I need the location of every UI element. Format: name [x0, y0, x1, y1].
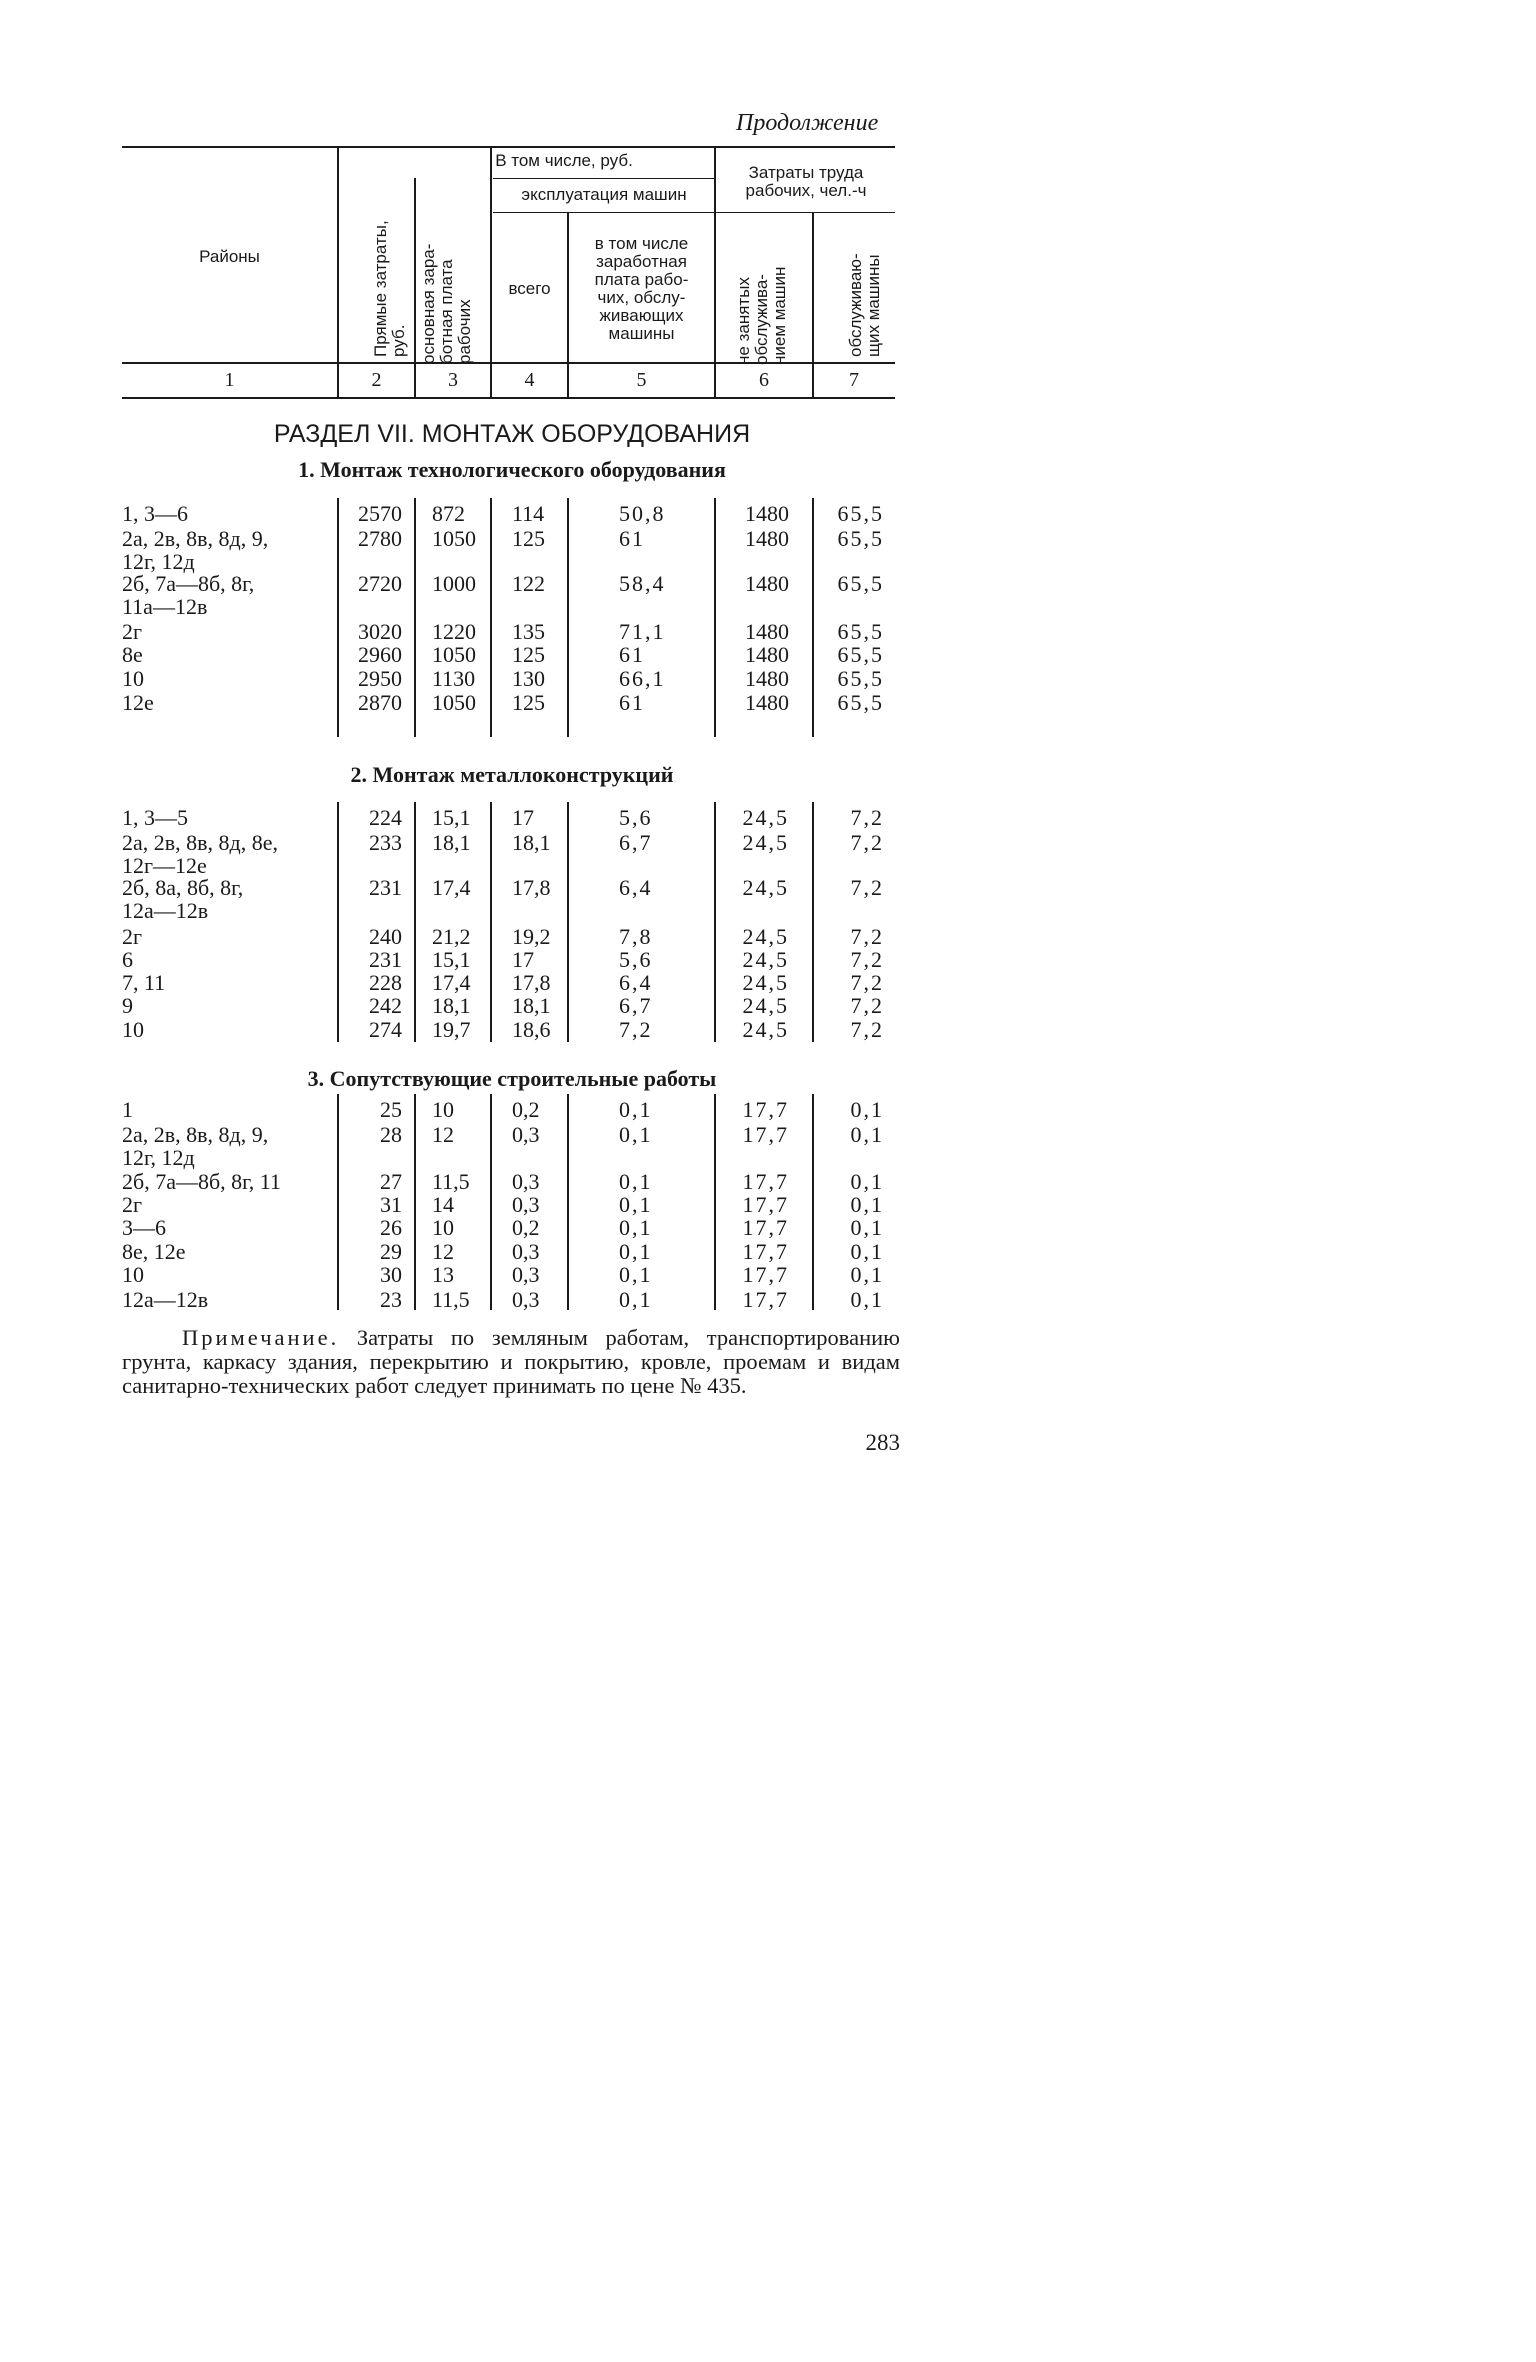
col-number-6: 6: [759, 369, 769, 391]
body-vline-s2-2: [414, 802, 416, 1042]
header-labor-costs: Затраты труда рабочих, чел.-ч: [745, 163, 867, 200]
table-cell-c2: 2720: [358, 571, 402, 596]
table-cell-c6: 24,5: [742, 830, 789, 855]
table-cell-c6: 1480: [745, 690, 789, 715]
col-number-3: 3: [448, 369, 458, 391]
table-row-region: 1, 3—6: [122, 501, 188, 526]
table-cell-c4: 18,6: [512, 1017, 551, 1042]
header-vline-1: [337, 146, 339, 397]
table-cell-c7: 0,1: [850, 1287, 884, 1312]
table-cell-c4: 0,3: [512, 1169, 540, 1194]
table-cell-c7: 65,5: [837, 690, 884, 715]
table-cell-c4: 18,1: [512, 993, 551, 1018]
table-cell-c7: 0,1: [850, 1262, 884, 1287]
header-base-wage: основная зара- ботная плата рабочих: [419, 243, 474, 364]
table-cell-c3: 17,4: [432, 970, 471, 995]
table-cell-c7: 7,2: [850, 924, 884, 949]
table-row-region: 2а, 2в, 8в, 8д, 9, 12г, 12д: [122, 526, 269, 574]
note-label: Примечание.: [182, 1325, 340, 1350]
table-cell-c3: 1000: [432, 571, 476, 596]
table-cell-c3: 15,1: [432, 947, 471, 972]
table-cell-c2: 26: [380, 1215, 402, 1240]
note-text: Затраты по земляным работам, транспортированию грунта, каркасу здания, перекрытию и покрытию, кровле, проемам и видам санитарно-технических работ следует принимать по цене № 435.: [122, 1325, 900, 1398]
table-row-region: 9: [122, 993, 133, 1018]
subsection-3-title: 3. Сопутствующие строительные работы: [307, 1066, 717, 1091]
table-cell-c7: 7,2: [850, 875, 884, 900]
table-cell-c4: 122: [512, 571, 545, 596]
table-cell-c5: 0,1: [619, 1262, 653, 1287]
table-cell-c2: 224: [369, 805, 402, 830]
header-sub-rule-exploitation: [493, 178, 715, 179]
table-cell-c7: 0,1: [850, 1169, 884, 1194]
table-cell-c4: 114: [512, 501, 545, 526]
table-cell-c2: 231: [369, 875, 402, 900]
header-not-machine: не занятых обслужива- нием машин: [734, 266, 789, 365]
table-cell-c5: 7,2: [619, 1017, 653, 1042]
table-cell-c7: 65,5: [837, 501, 884, 526]
continuation-label: Продолжение: [736, 110, 879, 136]
table-cell-c7: 65,5: [837, 526, 884, 551]
table-row-region: 10: [122, 1017, 144, 1042]
table-row-region: 2г: [122, 619, 143, 644]
col-number-1: 1: [224, 369, 235, 391]
table-cell-c2: 2570: [358, 501, 402, 526]
table-cell-c5: 0,1: [619, 1287, 653, 1312]
table-cell-c3: 21,2: [432, 924, 471, 949]
table-cell-c4: 125: [512, 690, 545, 715]
table-cell-c7: 7,2: [850, 805, 884, 830]
table-cell-c3: 14: [432, 1192, 454, 1217]
table-cell-c6: 1480: [745, 571, 789, 596]
header-total: всего: [508, 279, 551, 298]
table-cell-c4: 0,3: [512, 1287, 540, 1312]
table-cell-c2: 3020: [358, 619, 402, 644]
subsection-2-title: 2. Монтаж металлоконструкций: [350, 762, 674, 787]
header-machine-serving: обслуживаю- щих машины: [846, 253, 883, 357]
table-cell-c2: 231: [369, 947, 402, 972]
table-row-region: 6: [122, 947, 133, 972]
table-cell-c6: 1480: [745, 501, 789, 526]
table-cell-c4: 0,3: [512, 1122, 540, 1147]
body-vline-s3-2: [414, 1094, 416, 1310]
table-cell-c6: 1480: [745, 642, 789, 667]
table-row-region: 2г: [122, 924, 143, 949]
table-cell-c3: 1050: [432, 690, 476, 715]
table-cell-c4: 135: [512, 619, 545, 644]
table-cell-c5: 6,4: [619, 875, 653, 900]
table-cell-c4: 17,8: [512, 875, 551, 900]
table-cell-c5: 0,1: [619, 1169, 653, 1194]
table-row-region: 1, 3—5: [122, 805, 188, 830]
table-cell-c3: 11,5: [432, 1287, 470, 1312]
table-cell-c7: 7,2: [850, 1017, 884, 1042]
table-row-region: 2б, 8а, 8б, 8г, 12а—12в: [122, 875, 244, 923]
table-cell-c6: 17,7: [742, 1097, 789, 1122]
table-cell-c6: 17,7: [742, 1169, 789, 1194]
table-cell-c5: 7,8: [619, 924, 653, 949]
table-cell-c4: 0,2: [512, 1097, 540, 1122]
table-cell-c5: 66,1: [619, 666, 666, 691]
table-cell-c4: 19,2: [512, 924, 551, 949]
table-cell-c7: 0,1: [850, 1097, 884, 1122]
subsection-1-title: 1. Монтаж технологического оборудования: [298, 457, 726, 482]
table-cell-c2: 25: [380, 1097, 402, 1122]
header-incl-wage-machine: в том числе заработная плата рабо- чих, обслу- живающих машины: [594, 234, 689, 343]
table-cell-c5: 0,1: [619, 1097, 653, 1122]
table-cell-c5: 61: [619, 642, 645, 667]
table-cell-c7: 65,5: [837, 666, 884, 691]
col-number-2: 2: [371, 369, 382, 391]
table-cell-c4: 125: [512, 526, 545, 551]
table-cell-c7: 65,5: [837, 571, 884, 596]
table-cell-c4: 130: [512, 666, 545, 691]
table-cell-c2: 274: [369, 1017, 402, 1042]
table-cell-c2: 228: [369, 970, 402, 995]
table-cell-c3: 1050: [432, 526, 476, 551]
table-cell-c2: 2960: [358, 642, 402, 667]
table-cell-c3: 13: [432, 1262, 454, 1287]
table-cell-c4: 0,3: [512, 1192, 540, 1217]
table-cell-c5: 0,1: [619, 1122, 653, 1147]
header-sub-rule-labor: [715, 212, 895, 213]
table-cell-c5: 61: [619, 526, 645, 551]
table-cell-c5: 5,6: [619, 805, 653, 830]
table-cell-c6: 24,5: [742, 947, 789, 972]
table-cell-c6: 1480: [745, 526, 789, 551]
header-vline-3: [490, 146, 492, 397]
table-cell-c4: 17,8: [512, 970, 551, 995]
table-cell-c4: 17: [512, 947, 534, 972]
table-cell-c3: 17,4: [432, 875, 471, 900]
table-cell-c3: 11,5: [432, 1169, 470, 1194]
col-number-7: 7: [849, 369, 859, 391]
table-row-region: 10: [122, 1262, 144, 1287]
table-cell-c3: 12: [432, 1122, 454, 1147]
table-cell-c4: 18,1: [512, 830, 551, 855]
table-cell-c5: 58,4: [619, 571, 666, 596]
table-cell-c6: 17,7: [742, 1215, 789, 1240]
table-cell-c2: 240: [369, 924, 402, 949]
table-row-region: 2б, 7а—8б, 8г, 11а—12в: [122, 571, 255, 619]
table-cell-c6: 1480: [745, 666, 789, 691]
table-cell-c7: 7,2: [850, 830, 884, 855]
table-row-region: 8е, 12е: [122, 1239, 186, 1264]
header-top-rule: [122, 146, 895, 148]
table-cell-c2: 2870: [358, 690, 402, 715]
header-direct-costs: Прямые затраты, руб.: [371, 220, 408, 357]
table-cell-c6: 17,7: [742, 1192, 789, 1217]
table-cell-c6: 17,7: [742, 1239, 789, 1264]
table-cell-c6: 24,5: [742, 970, 789, 995]
table-cell-c7: 7,2: [850, 993, 884, 1018]
table-cell-c2: 2950: [358, 666, 402, 691]
table-row-region: 1: [122, 1097, 133, 1122]
header-machine-operation: эксплуатация машин: [521, 185, 687, 204]
table-cell-c6: 24,5: [742, 924, 789, 949]
table-row-region: 10: [122, 666, 144, 691]
table-row-region: 8е: [122, 642, 143, 667]
table-row-region: 3—6: [122, 1215, 166, 1240]
column-numbers-rule: [122, 397, 895, 399]
table-row-region: 2а, 2в, 8в, 8д, 8е, 12г—12е: [122, 830, 278, 878]
table-cell-c4: 125: [512, 642, 545, 667]
table-cell-c3: 1220: [432, 619, 476, 644]
table-row-region: 12а—12в: [122, 1287, 209, 1312]
table-cell-c7: 0,1: [850, 1215, 884, 1240]
table-cell-c4: 17: [512, 805, 534, 830]
note-paragraph: [122, 1326, 900, 1398]
table-cell-c7: 65,5: [837, 642, 884, 667]
table-row-region: 7, 11: [122, 970, 166, 995]
table-cell-c5: 61: [619, 690, 645, 715]
page-number: 283: [865, 1430, 900, 1455]
header-vline-2: [414, 178, 416, 397]
table-cell-c7: 7,2: [850, 947, 884, 972]
table-cell-c4: 0,3: [512, 1239, 540, 1264]
table-cell-c5: 0,1: [619, 1215, 653, 1240]
table-row-region: 2б, 7а—8б, 8г, 11: [122, 1169, 281, 1194]
table-cell-c2: 30: [380, 1262, 402, 1287]
table-cell-c6: 17,7: [742, 1122, 789, 1147]
table-cell-c6: 17,7: [742, 1287, 789, 1312]
table-cell-c5: 6,4: [619, 970, 653, 995]
col-number-5: 5: [636, 369, 647, 391]
table-cell-c3: 18,1: [432, 993, 471, 1018]
table-cell-c2: 29: [380, 1239, 402, 1264]
table-cell-c7: 0,1: [850, 1192, 884, 1217]
table-cell-c2: 242: [369, 993, 402, 1018]
header-sub-rule-exploitation-bottom: [493, 212, 715, 213]
table-cell-c3: 10: [432, 1097, 454, 1122]
table-cell-c2: 31: [380, 1192, 402, 1217]
table-cell-c7: 0,1: [850, 1239, 884, 1264]
table-cell-c6: 24,5: [742, 993, 789, 1018]
col-number-4: 4: [524, 369, 535, 391]
table-cell-c6: 17,7: [742, 1262, 789, 1287]
body-vline-s1-2: [414, 498, 416, 737]
table-cell-c2: 2780: [358, 526, 402, 551]
table-cell-c5: 0,1: [619, 1192, 653, 1217]
header-regions: Районы: [199, 247, 260, 266]
table-cell-c5: 50,8: [619, 501, 666, 526]
table-cell-c5: 5,6: [619, 947, 653, 972]
table-cell-c6: 24,5: [742, 1017, 789, 1042]
table-cell-c3: 10: [432, 1215, 454, 1240]
table-cell-c2: 27: [380, 1169, 402, 1194]
table-cell-c7: 0,1: [850, 1122, 884, 1147]
section-title: РАЗДЕЛ VII. МОНТАЖ ОБОРУДОВАНИЯ: [273, 420, 751, 448]
table-cell-c3: 18,1: [432, 830, 471, 855]
table-row-region: 12е: [122, 690, 154, 715]
table-cell-c2: 28: [380, 1122, 402, 1147]
table-cell-c3: 1050: [432, 642, 476, 667]
table-cell-c4: 0,2: [512, 1215, 540, 1240]
table-cell-c5: 6,7: [619, 830, 653, 855]
table-row-region: 2г: [122, 1192, 143, 1217]
table-cell-c7: 7,2: [850, 970, 884, 995]
table-cell-c3: 19,7: [432, 1017, 471, 1042]
table-cell-c4: 0,3: [512, 1262, 540, 1287]
table-cell-c5: 71,1: [619, 619, 666, 644]
header-including-rub: В том числе, руб.: [495, 151, 633, 170]
table-cell-c6: 24,5: [742, 875, 789, 900]
table-row-region: 2а, 2в, 8в, 8д, 9, 12г, 12д: [122, 1122, 269, 1170]
table-cell-c7: 65,5: [837, 619, 884, 644]
table-cell-c2: 23: [380, 1287, 402, 1312]
table-cell-c6: 1480: [745, 619, 789, 644]
table-cell-c3: 1130: [432, 666, 476, 691]
table-cell-c3: 12: [432, 1239, 454, 1264]
table-cell-c5: 6,7: [619, 993, 653, 1018]
table-cell-c3: 15,1: [432, 805, 471, 830]
table-cell-c6: 24,5: [742, 805, 789, 830]
table-cell-c3: 872: [432, 501, 465, 526]
table-cell-c5: 0,1: [619, 1239, 653, 1264]
table-cell-c2: 233: [369, 830, 402, 855]
